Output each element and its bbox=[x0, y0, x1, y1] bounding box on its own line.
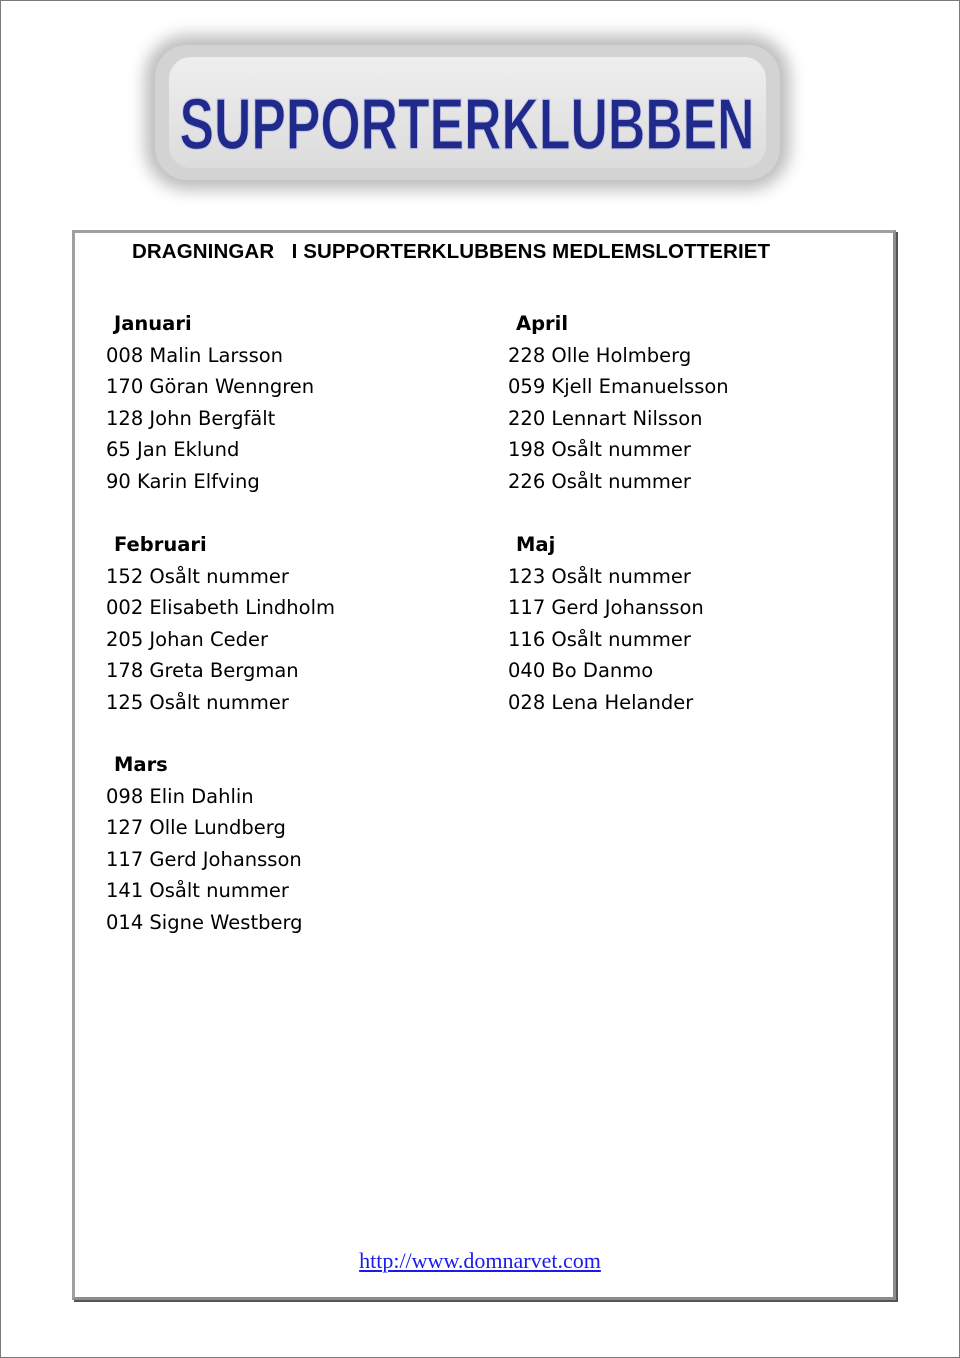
list-item: 178 Greta Bergman bbox=[106, 659, 299, 682]
list-item: 002 Elisabeth Lindholm bbox=[106, 596, 335, 619]
list-item: 125 Osålt nummer bbox=[106, 690, 289, 714]
list-item: 116 Osålt nummer bbox=[508, 627, 691, 651]
website-link[interactable]: http://www.domnarvet.com bbox=[359, 1248, 601, 1273]
list-item: 117 Gerd Johansson bbox=[106, 847, 302, 871]
month-januari bbox=[106, 308, 314, 497]
month-title: Februari bbox=[114, 533, 207, 556]
list-item: 127 Olle Lundberg bbox=[106, 816, 286, 839]
list-item: 059 Kjell Emanuelsson bbox=[508, 375, 729, 398]
list-item: 226 Osålt nummer bbox=[508, 469, 691, 493]
logo-text-graphic bbox=[155, 45, 780, 180]
list-item: 028 Lena Helander bbox=[508, 690, 694, 714]
list-item: 152 Osålt nummer bbox=[106, 564, 289, 588]
list-item: 205 Johan Ceder bbox=[106, 627, 268, 651]
list-item: 65 Jan Eklund bbox=[106, 438, 240, 461]
month-title: Maj bbox=[516, 533, 556, 556]
logo-text: SUPPORTERKLUBBEN bbox=[179, 85, 755, 165]
list-item: 117 Gerd Johansson bbox=[508, 596, 704, 619]
list-item: 198 Osålt nummer bbox=[508, 438, 691, 461]
list-item: 008 Malin Larsson bbox=[106, 343, 284, 367]
logo-banner bbox=[155, 45, 780, 180]
list-item: 123 Osålt nummer bbox=[508, 564, 691, 588]
month-februari bbox=[106, 529, 335, 718]
month-title: Mars bbox=[114, 753, 168, 776]
month-maj bbox=[508, 529, 704, 718]
list-item: 141 Osålt nummer bbox=[106, 879, 289, 902]
month-title: April bbox=[516, 312, 569, 335]
month-mars bbox=[106, 749, 303, 938]
list-item: 098 Elin Dahlin bbox=[106, 784, 254, 808]
list-item: 014 Signe Westberg bbox=[106, 910, 303, 934]
list-item: 170 Göran Wenngren bbox=[106, 375, 315, 398]
list-item: 90 Karin Elfving bbox=[106, 469, 260, 493]
month-title: Januari bbox=[114, 312, 192, 335]
list-item: 040 Bo Danmo bbox=[508, 659, 654, 682]
page-title: DRAGNINGAR I SUPPORTERKLUBBENS MEDLEMSLOTTERIET bbox=[132, 240, 771, 263]
list-item: 220 Lennart Nilsson bbox=[508, 406, 703, 430]
list-item: 128 John Bergfält bbox=[106, 406, 276, 430]
month-april bbox=[508, 308, 729, 497]
list-item: 228 Olle Holmberg bbox=[508, 343, 692, 367]
